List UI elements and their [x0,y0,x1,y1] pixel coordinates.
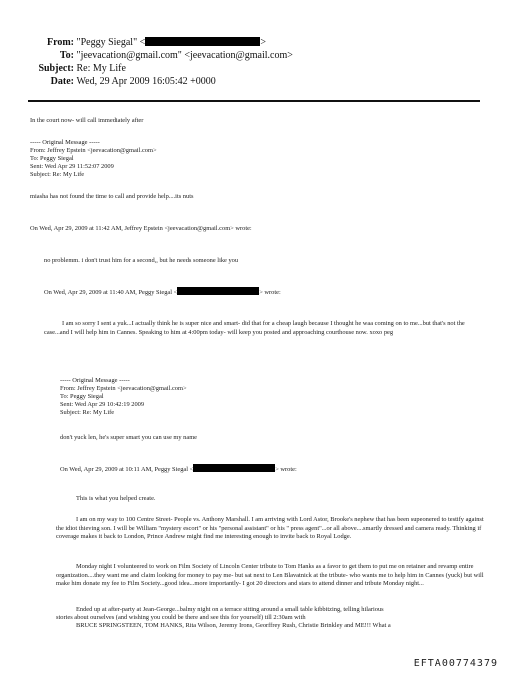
orig-sep: ----- Original Message ----- [30,139,100,146]
header-divider [28,100,480,102]
orig-to: To: Peggy Siegal [60,393,104,400]
orig-sent: Sent: Wed Apr 29 11:52:07 2009 [30,163,114,170]
date-row [18,76,216,87]
body-line: no problemm. i don't trust him for a second,, but he needs someone like you [44,257,239,264]
wrote-prefix: On Wed, Apr 29, 2009 at 11:40 AM, Peggy Siegal < [44,289,178,296]
wrote-suffix: > wrote: [275,466,297,473]
body-line: stories about ourselves (and wishing you could be there and see this for yourself) till 2:30am with [56,614,306,621]
wrote-line [44,287,281,298]
orig-subject: Subject: Re: My Life [60,409,115,416]
to-value: "jeevacation@gmail.com" <jeevacation@gmail.com> [76,50,293,61]
orig-sent: Sent: Wed Apr 29 10:42:19 2009 [60,401,145,408]
body-line: Ended up at after-party at Jean-George...balmy night on a terrace sitting around a small table kibbitzing, telling hilarious [76,606,384,613]
from-tail: > [260,37,266,48]
subject-label: Subject: [38,63,74,74]
date-value: Wed, 29 Apr 2009 16:05:42 +0000 [76,76,216,87]
orig-subject: Subject: Re: My Life [30,171,85,178]
from-label: From: [46,37,74,48]
orig-from: From: Jeffrey Epstein <jeevacation@gmail.com> [30,147,157,154]
body-line: don't yuck len, he's super smart you can use my name [60,434,198,441]
body-line: This is what you helped create. [76,495,156,502]
redaction-box [193,464,275,472]
date-label: Date: [50,76,74,87]
orig-to: To: Peggy Siegal [30,155,74,162]
body-paragraph: I am so sorry I sent a yuk...I actually think he is super nice and smart- did that for a cheap laugh because I thought he waa coming on to me...but that's not the case...and I will help him in Cannes. Speaking to him at 4:00pm today- will keep you posted and approaching courthouse now. xoxo peg [44,320,465,336]
body-line: BRUCE SPRINGSTEEN, TOM HANKS, Rita Wilson, Jeremy Irons, Georffrey Rush, Christie Brinkley and ME!!! What a [76,622,391,629]
wrote-prefix: On Wed, Apr 29, 2009 at 10:11 AM, Peggy Siegal < [60,466,194,473]
from-row [18,37,266,48]
orig-sep: ----- Original Message ----- [60,377,130,384]
redaction-box [177,287,259,295]
document-id: EFTA00774379 [413,658,498,669]
body-line: miasha has not found the time to call and provide help....its nuts [30,193,194,200]
wrote-suffix: > wrote: [259,289,281,296]
orig-from: From: Jeffrey Epstein <jeevacation@gmail.com> [60,385,187,392]
body-line: In the court now- will call immediately after [30,117,144,124]
wrote-line [60,464,297,475]
subject-row [18,63,126,74]
subject-value: Re: My Life [76,63,126,74]
wrote-line: On Wed, Apr 29, 2009 at 11:42 AM, Jeffrey Epstein <jeevacation@gmail.com> wrote: [30,225,252,232]
to-label: To: [59,50,74,61]
from-value: "Peggy Siegal" < [76,37,146,48]
to-row [18,50,293,61]
redaction-box [145,37,260,46]
body-paragraph: Monday night I volunteered to work on Film Society of Lincoln Center tribute to Tom Hanks as a favor to get them to put me on retainer and revamp entire organization....they want me and claim looking for money to pay me- but sat next to Len Blavatnick at the tribute- who wants me to help him in Cannes (yuck) but will make him donate my fee to Film Society...good idea...more importantly- I got 20 directors and stars to attend dinner and tribute Monday night... [56,563,484,588]
body-paragraph: I am on my way to 100 Centre Street- People vs. Anthony Marshall. I am arriving with Lord Astor, Brooke's nephew that has been supeonered to testify against the idiot thieving son. I will be William "mystery escort" or his "personal assistant" or his " press agent"...or all above....smartly dressed and camera ready. Thinking if coverage makes it back to London, Prince Andrew might find me interesting enough to invite back to Royal Lodge. [56,516,484,541]
